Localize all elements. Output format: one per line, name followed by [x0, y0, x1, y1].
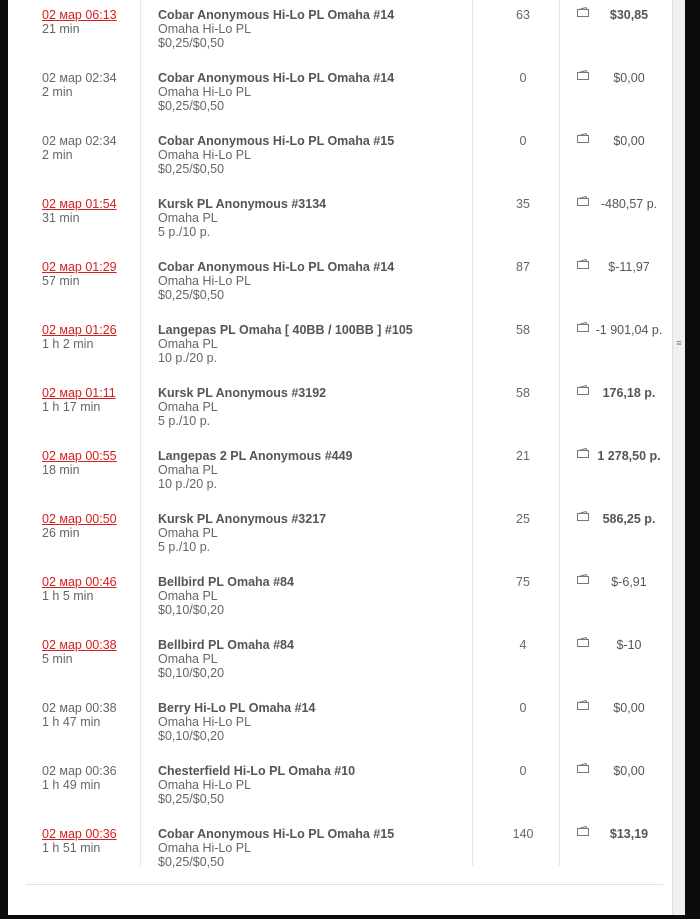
game-type: Omaha PL	[158, 652, 218, 666]
table-name: Berry Hi-Lo PL Omaha #14	[158, 701, 316, 715]
stakes: 5 р./10 р.	[158, 414, 211, 428]
session-duration: 26 min	[42, 526, 80, 540]
session-start-time[interactable]: 02 мар 01:26	[42, 323, 117, 337]
wallet-icon	[577, 7, 589, 17]
session-duration: 31 min	[42, 211, 80, 225]
session-row	[8, 819, 672, 882]
stakes: 10 р./20 р.	[158, 477, 218, 491]
stakes: $0,25/$0,50	[158, 855, 225, 869]
game-type: Omaha PL	[158, 337, 218, 351]
wallet-icon	[577, 637, 589, 647]
game-type: Omaha PL	[158, 211, 218, 225]
session-duration: 21 min	[42, 22, 80, 36]
stakes: 10 р./20 р.	[158, 351, 218, 365]
session-duration: 1 h 5 min	[42, 589, 94, 603]
session-start-time: 02 мар 02:34	[42, 134, 117, 148]
game-type: Omaha PL	[158, 589, 218, 603]
hands-count: 0	[519, 701, 527, 715]
session-result: $30,85	[609, 8, 649, 22]
game-type: Omaha Hi-Lo PL	[158, 274, 252, 288]
hands-count: 75	[516, 575, 530, 589]
hands-count: 25	[516, 512, 530, 526]
session-result: $-10	[616, 638, 642, 652]
game-type: Omaha Hi-Lo PL	[158, 715, 252, 729]
wallet-icon	[577, 448, 589, 458]
wallet-icon	[577, 511, 589, 521]
session-result: -1 901,04 р.	[595, 323, 663, 337]
stakes: 5 р./10 р.	[158, 540, 211, 554]
wallet-icon	[577, 826, 589, 836]
session-result: 176,18 р.	[602, 386, 656, 400]
table-name: Langepas PL Omaha [ 40BB / 100BB ] #105	[158, 323, 413, 337]
table-name: Kursk PL Anonymous #3192	[158, 386, 327, 400]
session-duration: 1 h 51 min	[42, 841, 101, 855]
session-start-time[interactable]: 02 мар 00:50	[42, 512, 117, 526]
session-row	[8, 504, 672, 567]
table-name: Cobar Anonymous Hi-Lo PL Omaha #14	[158, 8, 395, 22]
vertical-scrollbar[interactable]	[672, 0, 685, 915]
hands-count: 140	[512, 827, 534, 841]
session-duration: 1 h 2 min	[42, 337, 94, 351]
hands-count: 63	[516, 8, 530, 22]
stakes: $0,25/$0,50	[158, 792, 225, 806]
game-type: Omaha PL	[158, 400, 218, 414]
game-type: Omaha Hi-Lo PL	[158, 778, 252, 792]
session-result: $0,00	[613, 134, 645, 148]
hands-count: 0	[519, 764, 527, 778]
wallet-icon	[577, 259, 589, 269]
table-name: Cobar Anonymous Hi-Lo PL Omaha #14	[158, 260, 395, 274]
wallet-icon	[577, 385, 589, 395]
hands-count: 35	[516, 197, 530, 211]
hands-count: 0	[519, 134, 527, 148]
session-row	[8, 378, 672, 441]
session-result: $0,00	[613, 71, 645, 85]
session-start-time[interactable]: 02 мар 01:29	[42, 260, 117, 274]
session-start-time[interactable]: 02 мар 06:13	[42, 8, 117, 22]
table-name: Chesterfield Hi-Lo PL Omaha #10	[158, 764, 356, 778]
session-row	[8, 441, 672, 504]
session-result: $-11,97	[608, 260, 650, 274]
hands-count: 87	[516, 260, 530, 274]
hands-count: 4	[519, 638, 527, 652]
hands-count: 58	[516, 386, 530, 400]
game-type: Omaha PL	[158, 526, 218, 540]
session-row	[8, 189, 672, 252]
session-row	[8, 630, 672, 693]
table-name: Cobar Anonymous Hi-Lo PL Omaha #15	[158, 827, 395, 841]
game-type: Omaha Hi-Lo PL	[158, 148, 252, 162]
table-name: Kursk PL Anonymous #3217	[158, 512, 327, 526]
stakes: $0,25/$0,50	[158, 288, 225, 302]
table-name: Kursk PL Anonymous #3134	[158, 197, 327, 211]
wallet-icon	[577, 574, 589, 584]
session-result: $0,00	[613, 701, 645, 715]
game-type: Omaha Hi-Lo PL	[158, 22, 252, 36]
session-start-time[interactable]: 02 мар 00:46	[42, 575, 117, 589]
session-start-time[interactable]: 02 мар 00:38	[42, 638, 117, 652]
wallet-icon	[577, 70, 589, 80]
wallet-icon	[577, 763, 589, 773]
session-duration: 18 min	[42, 463, 80, 477]
session-row	[8, 0, 672, 63]
table-name: Bellbird PL Omaha #84	[158, 575, 294, 589]
table-name: Bellbird PL Omaha #84	[158, 638, 294, 652]
wallet-icon	[577, 700, 589, 710]
stakes: 5 р./10 р.	[158, 225, 211, 239]
list-footer-divider	[26, 884, 663, 885]
session-result: $0,00	[613, 764, 645, 778]
session-row	[8, 63, 672, 126]
session-start-time: 02 мар 00:36	[42, 764, 117, 778]
stakes: $0,25/$0,50	[158, 99, 225, 113]
stakes: $0,10/$0,20	[158, 729, 225, 743]
table-name: Cobar Anonymous Hi-Lo PL Omaha #14	[158, 71, 395, 85]
hands-count: 58	[516, 323, 530, 337]
session-result: 1 278,50 р.	[597, 449, 661, 463]
session-result: 586,25 р.	[602, 512, 656, 526]
session-row	[8, 756, 672, 819]
session-row	[8, 693, 672, 756]
session-row	[8, 252, 672, 315]
session-result: -480,57 р.	[600, 197, 658, 211]
table-name: Cobar Anonymous Hi-Lo PL Omaha #15	[158, 134, 395, 148]
session-history-panel	[8, 0, 672, 915]
session-duration: 5 min	[42, 652, 73, 666]
session-duration: 1 h 49 min	[42, 778, 101, 792]
hands-count: 21	[516, 449, 530, 463]
scroll-grip-icon[interactable]: ≡	[676, 338, 682, 348]
session-result: $-6,91	[611, 575, 647, 589]
stakes: $0,10/$0,20	[158, 666, 225, 680]
session-duration: 1 h 17 min	[42, 400, 101, 414]
session-row	[8, 315, 672, 378]
window-frame-left	[0, 0, 8, 919]
session-start-time[interactable]: 02 мар 00:55	[42, 449, 117, 463]
stakes: $0,25/$0,50	[158, 36, 225, 50]
session-start-time[interactable]: 02 мар 01:54	[42, 197, 117, 211]
session-start-time: 02 мар 02:34	[42, 71, 117, 85]
session-result: $13,19	[609, 827, 649, 841]
session-start-time[interactable]: 02 мар 01:11	[42, 386, 116, 400]
session-duration: 57 min	[42, 274, 80, 288]
game-type: Omaha Hi-Lo PL	[158, 85, 252, 99]
wallet-icon	[577, 322, 589, 332]
stakes: $0,10/$0,20	[158, 603, 225, 617]
table-name: Langepas 2 PL Anonymous #449	[158, 449, 353, 463]
game-type: Omaha Hi-Lo PL	[158, 841, 252, 855]
wallet-icon	[577, 133, 589, 143]
session-duration: 1 h 47 min	[42, 715, 101, 729]
session-row	[8, 567, 672, 630]
stakes: $0,25/$0,50	[158, 162, 225, 176]
session-start-time[interactable]: 02 мар 00:36	[42, 827, 117, 841]
session-start-time: 02 мар 00:38	[42, 701, 117, 715]
session-row	[8, 126, 672, 189]
hands-count: 0	[519, 71, 527, 85]
session-duration: 2 min	[42, 85, 73, 99]
wallet-icon	[577, 196, 589, 206]
game-type: Omaha PL	[158, 463, 218, 477]
session-duration: 2 min	[42, 148, 73, 162]
